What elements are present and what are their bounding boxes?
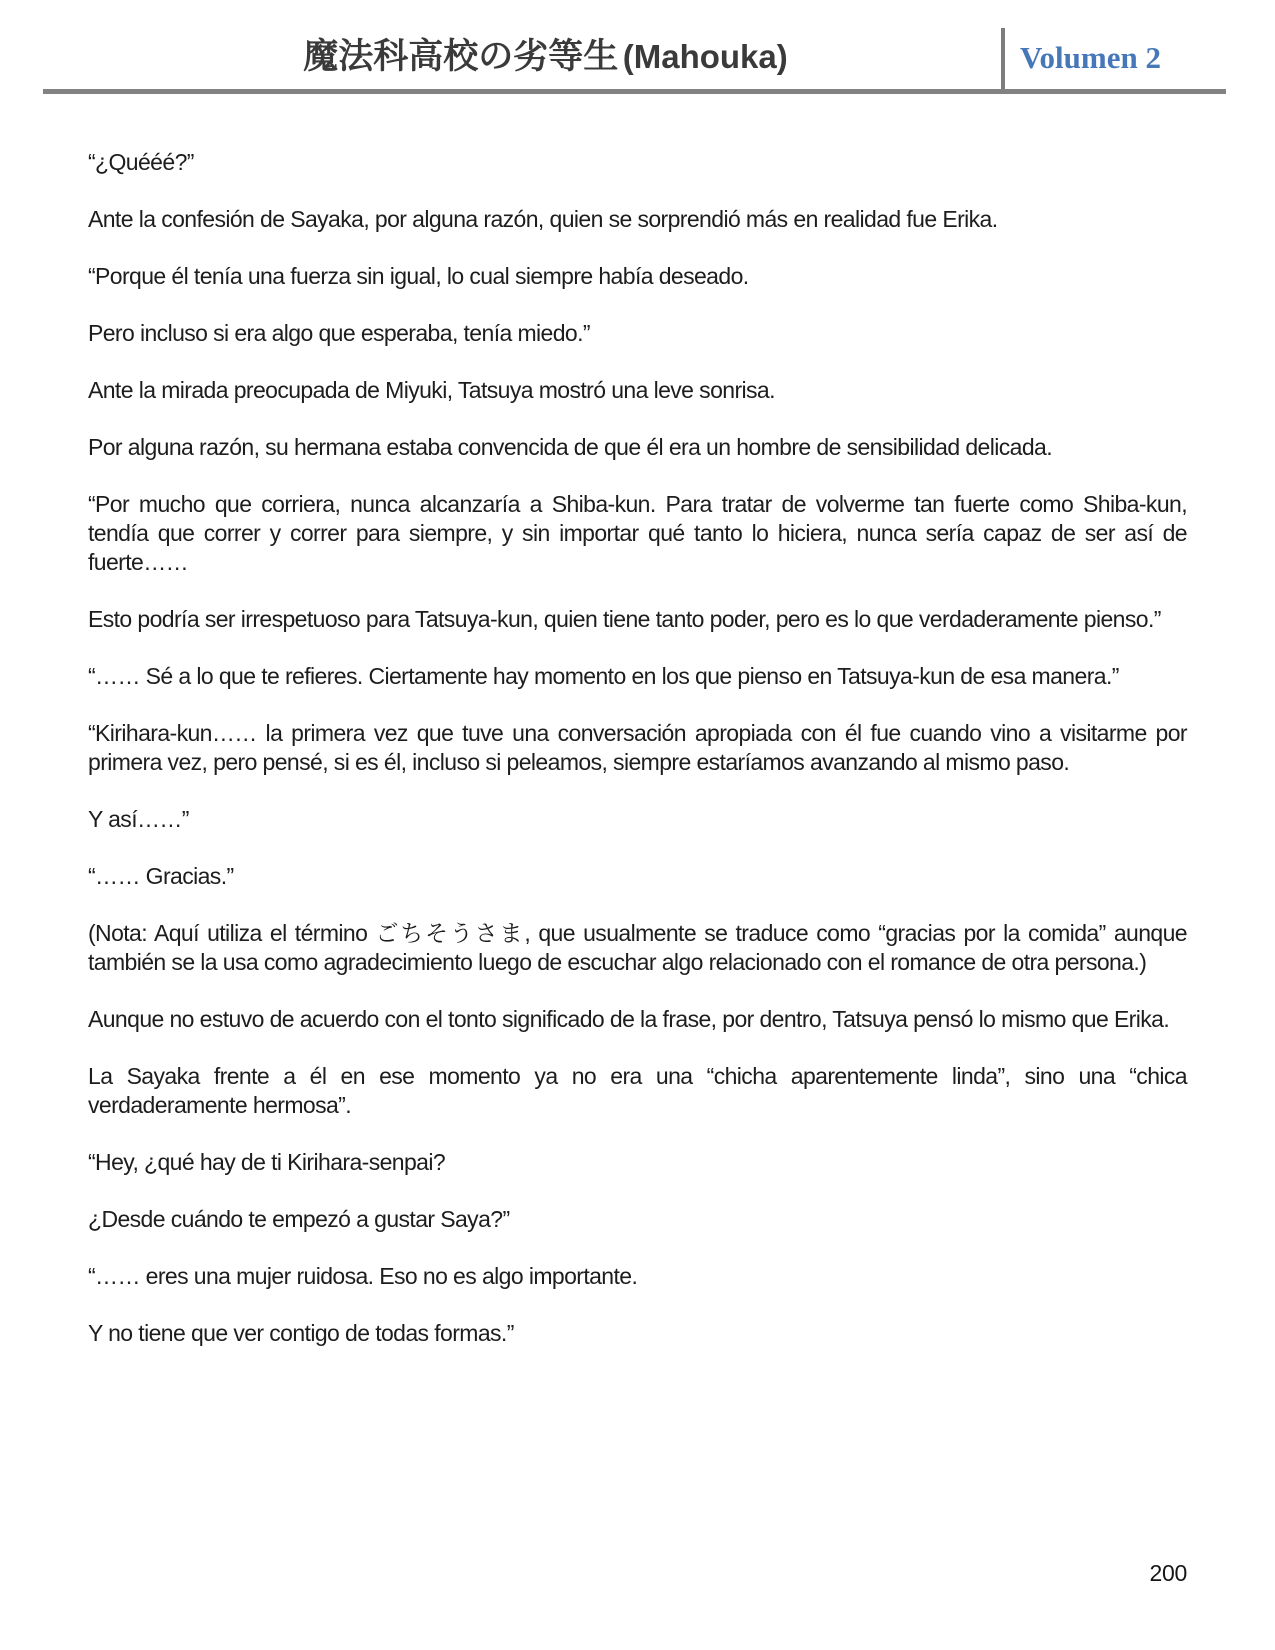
paragraph: “…… Gracias.” (88, 863, 234, 889)
paragraph: ¿Desde cuándo te empezó a gustar Saya?” (88, 1206, 510, 1232)
paragraph: “¿Quééé?” (88, 149, 194, 175)
page-number: 200 (1149, 1560, 1187, 1586)
paragraph: “…… eres una mujer ruidosa. Eso no es algo importante. (88, 1263, 638, 1289)
page-body (88, 148, 1187, 1376)
header-vertical-divider (1001, 28, 1005, 89)
page-title (88, 34, 1003, 87)
page-title-japanese: 魔法科高校の劣等生 (303, 36, 619, 77)
paragraph: Ante la confesión de Sayaka, por alguna razón, quien se sorprendió más en realidad fue Erika. (88, 206, 998, 232)
paragraph: (Nota: Aquí utiliza el término ごちそうさま, que usualmente se traduce como “gracias por la comida” aunque también se la usa como agradecimiento luego de escuchar algo relacionado con el romance de otra persona.) (88, 920, 1187, 975)
paragraph: Pero incluso si era algo que esperaba, tenía miedo.” (88, 320, 590, 346)
paragraph: Por alguna razón, su hermana estaba convencida de que él era un hombre de sensibilidad delicada. (88, 434, 1053, 460)
paragraph: “…… Sé a lo que te refieres. Ciertamente hay momento en los que pienso en Tatsuya-kun de esa manera.” (88, 663, 1119, 689)
paragraph: La Sayaka frente a él en ese momento ya no era una “chicha aparentemente linda”, sino una “chica verdaderamente hermosa”. (88, 1063, 1187, 1118)
paragraph: “Por mucho que corriera, nunca alcanzaría a Shiba-kun. Para tratar de volverme tan fuerte como Shiba-kun, tendía que correr y correr para siempre, y sin importar qué tanto lo hiciera, nunca sería capaz de ser así de fuerte…… (88, 491, 1187, 575)
paragraph: “Hey, ¿qué hay de ti Kirihara-senpai? (88, 1149, 446, 1175)
volume-label: Volumen 2 (1020, 40, 1161, 75)
paragraph: Y no tiene que ver contigo de todas formas.” (88, 1320, 514, 1346)
header-rule (43, 89, 1226, 94)
paragraph: Esto podría ser irrespetuoso para Tatsuya-kun, quien tiene tanto poder, pero es lo que verdaderamente pienso.” (88, 606, 1161, 632)
paragraph: Y así……” (88, 806, 189, 832)
paragraph: “Porque él tenía una fuerza sin igual, lo cual siempre había deseado. (88, 263, 749, 289)
page-title-latin: (Mahouka) (622, 38, 788, 75)
paragraph-list (88, 148, 1187, 1348)
paragraph: Aunque no estuvo de acuerdo con el tonto significado de la frase, por dentro, Tatsuya pensó lo mismo que Erika. (88, 1006, 1170, 1032)
paragraph: Ante la mirada preocupada de Miyuki, Tatsuya mostró una leve sonrisa. (88, 377, 775, 403)
paragraph: “Kirihara-kun…… la primera vez que tuve una conversación apropiada con él fue cuando vino a visitarme por primera vez, pero pensé, si es él, incluso si peleamos, siempre estaríamos avanzando al mismo paso. (88, 720, 1187, 775)
